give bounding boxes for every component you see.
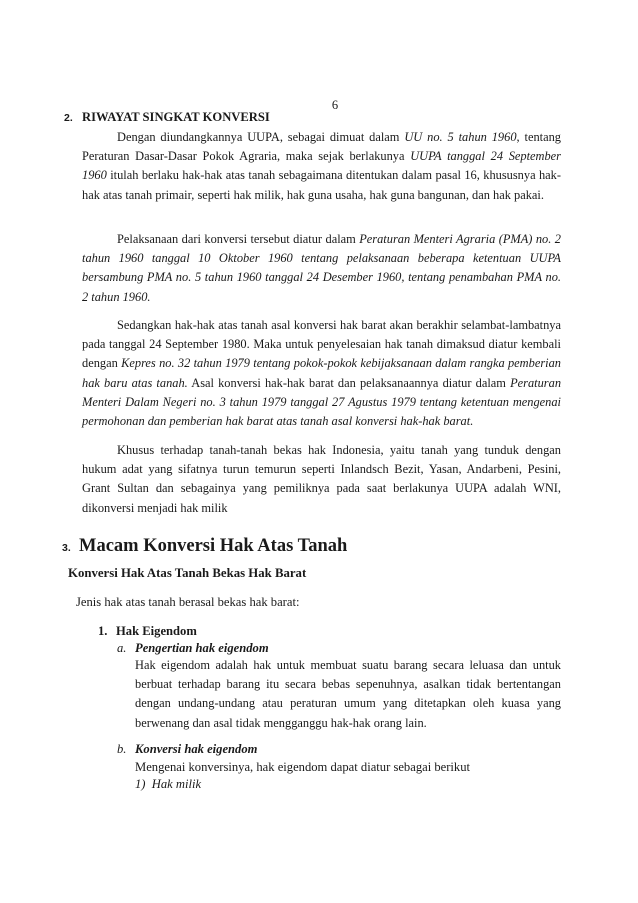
section-2-number: 2. <box>64 112 73 124</box>
section-2-paragraph-1: Dengan diundangkannya UUPA, sebagai dimuat dalam UU no. 5 tahun 1960, tentang Peraturan Dasar-Dasar Pokok Agraria, maka sejak berlakunya UUPA tanggal 24 September 1960 itulah berlaku hak-hak atas tanah sebagaimana ditentukan dalam pasal 16, khususnya hak-hak atas tanah primair, seperti hak milik, hak guna usaha, hak guna bangunan, dan hak pakai. <box>82 130 561 202</box>
sub-item-b-text: Mengenai konversinya, hak eigendom dapat diatur sebagai berikut <box>135 760 471 774</box>
sub-item-b-title: Konversi hak eigendom <box>135 742 258 756</box>
section-2-heading: RIWAYAT SINGKAT KONVERSI <box>82 110 270 124</box>
section-2-paragraph-3: Sedangkan hak-hak atas tanah asal konversi hak barat akan berakhir selambat-lambatnya pada tanggal 24 September 1980. Maka untuk penyelesaian hak tanah dimaksud diatur kembali dengan Kepres no. 32 tahun 1979 tentang pokok-pokok kebijaksanaan dalam rangka pemberian hak baru atas tanah. Asal konversi hak-hak barat dan pelaksanaannya diatur dalam Peraturan Menteri Dalam Negeri no. 3 tahun 1979 tanggal 27 Agustus 1979 tentang ketentuan mengenai permohonan dan pemberian hak barat atas tanah asal konversi hak-hak barat. <box>82 318 562 429</box>
section-3-intro: Jenis hak atas tanah berasal bekas hak barat: <box>76 595 300 609</box>
sub-item-b-label: b. <box>117 742 127 756</box>
page-number: 6 <box>331 98 339 112</box>
sub-item-a-title: Pengertian hak eigendom <box>135 641 269 655</box>
sub-item-a-text: Hak eigendom adalah hak untuk membuat suatu barang secara leluasa dan untuk berbuat terhadap barang itu secara bebas sepenuhnya, asalkan tidak bertentangan dengan undang-undang atau peraturan umum yang ditetapkan oleh kuasa yang berwenang dan asal tidak mengganggu hak-hak orang lain. <box>135 658 561 730</box>
section-2-paragraph-4: Khusus terhadap tanah-tanah bekas hak Indonesia, yaitu tanah yang tunduk dengan hukum adat yang sifatnya turun temurun seperti Inlandsch Bezit, Yasan, Andarbeni, Pesini, Grant Sultan dan sebagainya yang pemiliknya pada saat berlakunya UUPA adalah WNI, dikonversi menjadi hak milik <box>82 443 561 515</box>
section-3-subheading: Konversi Hak Atas Tanah Bekas Hak Barat <box>68 566 307 580</box>
list-item-1-title: Hak Eigendom <box>116 624 197 638</box>
section-2-paragraph-2: Pelaksanaan dari konversi tersebut diatur dalam Peraturan Menteri Agraria (PMA) no. 2 tahun 1960 tanggal 10 Oktober 1960 tentang pelaksanaan beberapa ketentuan UUPA bersambung PMA no. 5 tahun 1960 tanggal 24 Desember 1960, tentang penambahan PMA no. 2 tahun 1960. <box>82 232 561 304</box>
section-3-number: 3. <box>62 542 71 554</box>
sub-item-b-1-hak-milik: 1) Hak milik <box>135 777 202 791</box>
list-item-1-number: 1. <box>98 624 108 638</box>
section-3-heading: Macam Konversi Hak Atas Tanah <box>79 536 348 556</box>
sub-item-a-label: a. <box>117 641 127 655</box>
